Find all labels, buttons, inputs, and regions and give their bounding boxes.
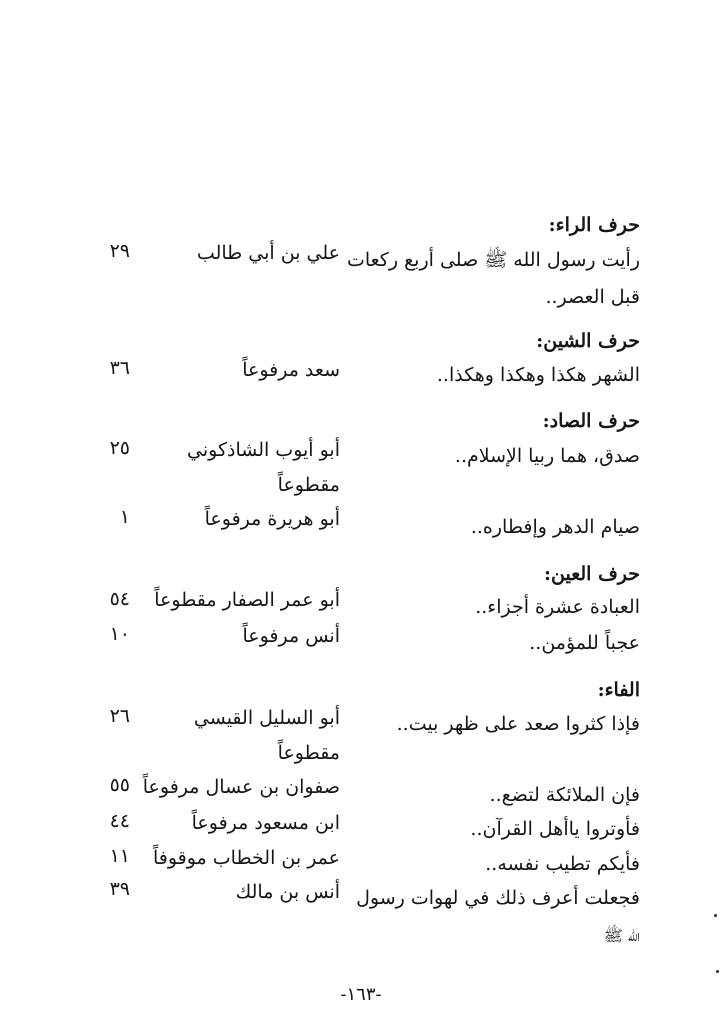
hadith-text: فجعلت أعرف ذلك في لهوات رسول xyxy=(356,887,640,909)
page-reference: ١١ xyxy=(109,845,130,867)
section-header: الفاء: xyxy=(597,679,640,701)
page-reference: ٢٥ xyxy=(109,437,130,459)
hadith-text: الشهر هكذا وهكذا وهكذا.. xyxy=(436,364,640,386)
hadith-text: صيام الدهر وإفطاره.. xyxy=(470,516,640,538)
narrator: أبو عمر الصفار مقطوعاً xyxy=(154,589,340,611)
hadith-text: فأوتروا ياأهل القرآن.. xyxy=(470,818,640,840)
narrator: أبو أيوب الشاذكوني xyxy=(187,439,340,461)
page-reference: ٢٩ xyxy=(109,240,130,262)
section-header: حرف الصاد: xyxy=(542,410,640,432)
hadith-text: صدق، هما ربيا الإسلام.. xyxy=(454,445,640,467)
hadith-text-continued: قبل العصر.. xyxy=(545,286,640,308)
narrator: عمر بن الخطاب موقوفاً xyxy=(152,847,340,869)
page-reference: ٤٤ xyxy=(109,810,130,832)
narrator: أنس بن مالك xyxy=(235,881,340,903)
hadith-text: فأيكم تطيب نفسه.. xyxy=(485,853,640,875)
section-header: حرف الراء: xyxy=(548,214,640,236)
scan-speck xyxy=(716,970,719,973)
page-reference: ٣٦ xyxy=(109,357,130,379)
narrator: صفوان بن عسال مرفوعاً xyxy=(142,776,340,798)
narrator: أبو هريرة مرفوعاً xyxy=(204,508,340,530)
hadith-text: فإن الملائكة لتضع.. xyxy=(489,784,640,806)
section-header: حرف العين: xyxy=(544,563,640,585)
narrator: أنس مرفوعاً xyxy=(242,625,340,647)
narrator-continued: مقطوعاً xyxy=(277,742,340,764)
page-reference: ٥٥ xyxy=(109,774,130,796)
page-number: -١٦٣- xyxy=(340,984,382,1005)
narrator: ابن مسعود مرفوعاً xyxy=(191,812,340,834)
narrator: سعد مرفوعاً xyxy=(242,359,340,381)
page-reference: ٢٦ xyxy=(109,705,130,727)
hadith-text: رأيت رسول الله ﷺ صلى أربع ركعات xyxy=(346,249,640,271)
hadith-text: فإذا كثروا صعد على ظهر بيت.. xyxy=(396,713,640,735)
narrator: علي بن أبي طالب xyxy=(196,242,340,264)
page-reference: ٥٤ xyxy=(109,588,130,610)
page-reference: ١ xyxy=(119,506,130,528)
narrator: أبو السليل القيسي xyxy=(193,707,340,729)
page-reference: ٣٩ xyxy=(109,878,130,900)
scan-speck xyxy=(714,914,717,917)
page-reference: ١٠ xyxy=(109,623,130,645)
section-header: حرف الشين: xyxy=(536,330,640,352)
hadith-text: عجباً للمؤمن.. xyxy=(529,632,640,654)
narrator-continued: مقطوعاً xyxy=(277,474,340,496)
hadith-text-continued: الله ﷺ xyxy=(603,926,640,945)
hadith-text: العبادة عشرة أجزاء.. xyxy=(475,596,640,618)
